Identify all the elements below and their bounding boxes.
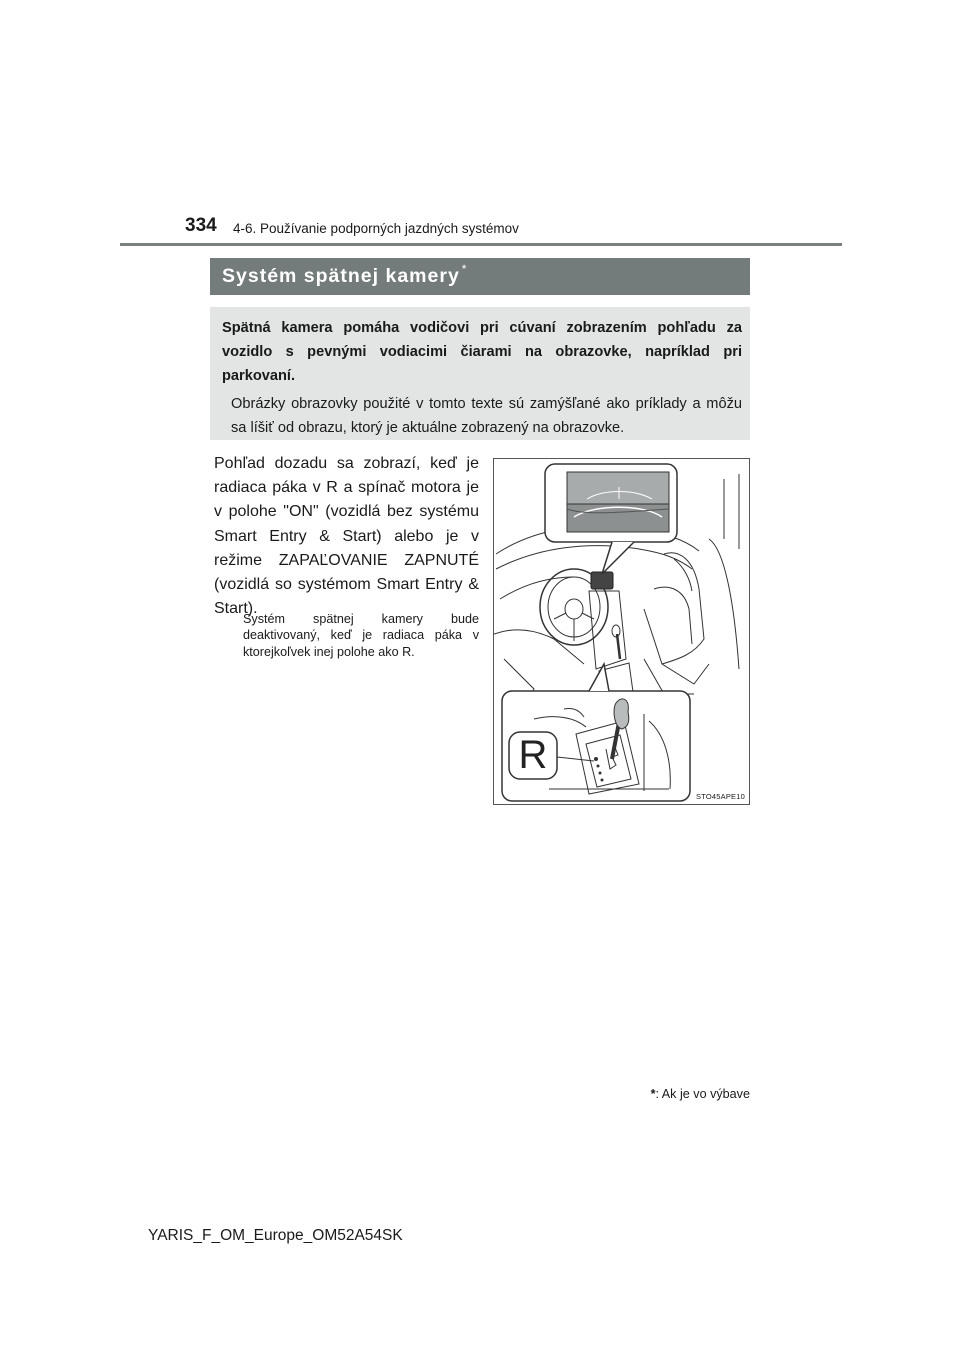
footnote-mark: *	[650, 1087, 656, 1101]
gear-label: R	[518, 733, 548, 777]
figure-code: STO45APE10	[696, 792, 745, 801]
body-paragraph: Pohľad dozadu sa zobrazí, keď je radiaca páka v R a spínač motora je v polohe "ON" (vozidlá bez systému Smart Entry & Start) alebo je v režime ZAPAĽOVANIE ZAPNUTÉ (vozidlá so systémom Smart Entry & Start).	[214, 455, 479, 618]
optional-equipment-mark: *	[461, 262, 468, 276]
footnote	[610, 1087, 750, 1101]
running-header: 4-6. Používanie podporných jazdných systémov	[233, 221, 519, 236]
deactivation-note: Systém spätnej kamery bude deaktivovaný, keď je radiaca páka v ktorejkoľvek inej polohe ako R.	[243, 612, 479, 659]
rear-camera-illustration	[493, 458, 750, 805]
intro-summary: Spätná kamera pomáha vodičovi pri cúvaní zobrazením pohľadu za vozidlo s pevnými vodiacimi čiarami na obrazovke, napríklad pri parkovaní.	[222, 320, 742, 384]
intro-note: Obrázky obrazovky použité v tomto texte sú zamýšľané ako príklady a môžu sa líšiť od obrazu, ktorý je aktuálne zobrazený na obrazovke.	[231, 396, 742, 436]
page-number: 334	[185, 215, 217, 236]
section-title	[210, 258, 750, 295]
footnote-text: : Ak je vo výbave	[655, 1087, 750, 1101]
document-id: YARIS_F_OM_Europe_OM52A54SK	[148, 1227, 403, 1244]
header-rule	[120, 243, 842, 246]
intro-box	[210, 307, 750, 440]
section-title-text: Systém spätnej kamery	[222, 265, 460, 287]
